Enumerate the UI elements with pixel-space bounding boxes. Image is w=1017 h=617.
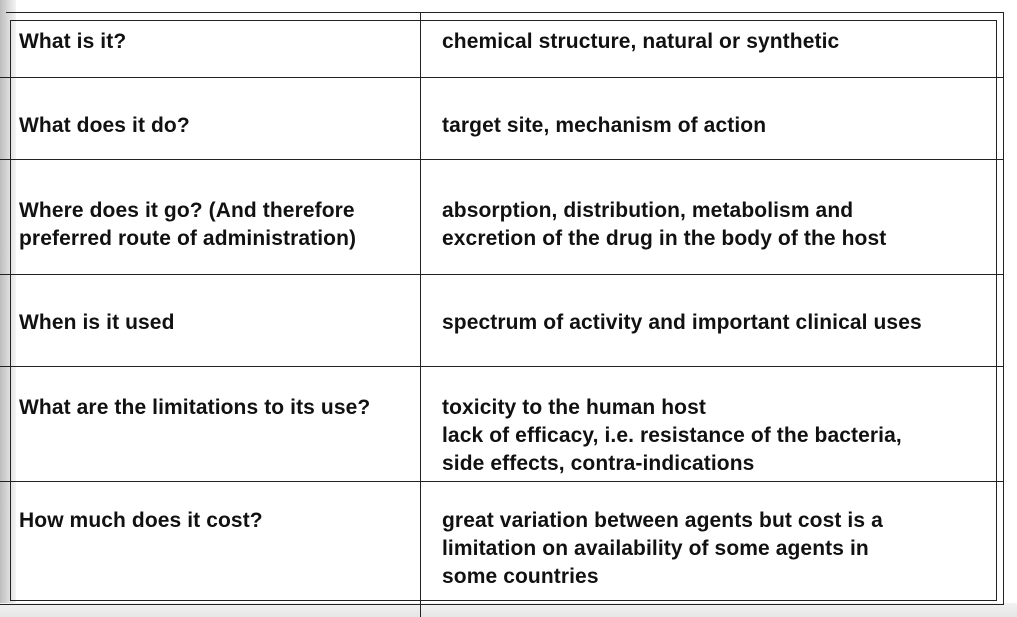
answer-cell: [442, 507, 883, 591]
question-text: What is it?: [19, 30, 127, 53]
answer-text: great variation between agents but cost is a: [442, 509, 883, 532]
question-cell: [19, 197, 356, 253]
row-divider: [0, 274, 1004, 275]
answer-cell: [442, 197, 886, 253]
table-inner-bottom-border: [10, 600, 997, 601]
question-cell: [19, 28, 126, 56]
question-text: How much does it cost?: [19, 509, 263, 532]
table-left-border: [10, 20, 11, 601]
answer-text: excretion of the drug in the body of the host: [442, 227, 887, 250]
question-text: preferred route of administration): [19, 227, 357, 250]
question-text: When is it used: [19, 311, 175, 334]
answer-cell: [442, 394, 902, 478]
table-right-border: [1003, 12, 1004, 605]
answer-cell: [442, 112, 766, 140]
question-text: What are the limitations to its use?: [19, 396, 371, 419]
answer-text: chemical structure, natural or synthetic: [442, 30, 840, 53]
left-edge-shading: [0, 0, 16, 617]
table-top-border: [6, 12, 1004, 13]
answer-text: some countries: [442, 565, 599, 588]
row-divider: [0, 481, 1004, 482]
answer-cell: [442, 309, 922, 337]
answer-text: limitation on availability of some agents in: [442, 537, 869, 560]
question-cell: [19, 507, 263, 535]
answer-text: absorption, distribution, metabolism and: [442, 199, 854, 222]
answer-text: lack of efficacy, i.e. resistance of the bacteria,: [442, 424, 902, 447]
bottom-edge-shading: [0, 603, 1017, 617]
row-divider: [0, 77, 1004, 78]
column-divider: [420, 12, 421, 617]
table-bottom-border: [0, 604, 1004, 605]
question-text: Where does it go? (And therefore: [19, 199, 355, 222]
row-divider: [0, 159, 1004, 160]
question-cell: [19, 394, 370, 422]
answer-text: side effects, contra-indications: [442, 452, 755, 475]
question-cell: [19, 112, 190, 140]
question-cell: [19, 309, 175, 337]
answer-cell: [442, 28, 839, 56]
answer-text: toxicity to the human host: [442, 396, 706, 419]
question-text: What does it do?: [19, 114, 190, 137]
row-divider: [0, 366, 1004, 367]
answer-text: spectrum of activity and important clinical uses: [442, 311, 922, 334]
answer-text: target site, mechanism of action: [442, 114, 767, 137]
table-inner-top-border: [10, 20, 997, 21]
table-inner-right-border: [996, 20, 997, 601]
